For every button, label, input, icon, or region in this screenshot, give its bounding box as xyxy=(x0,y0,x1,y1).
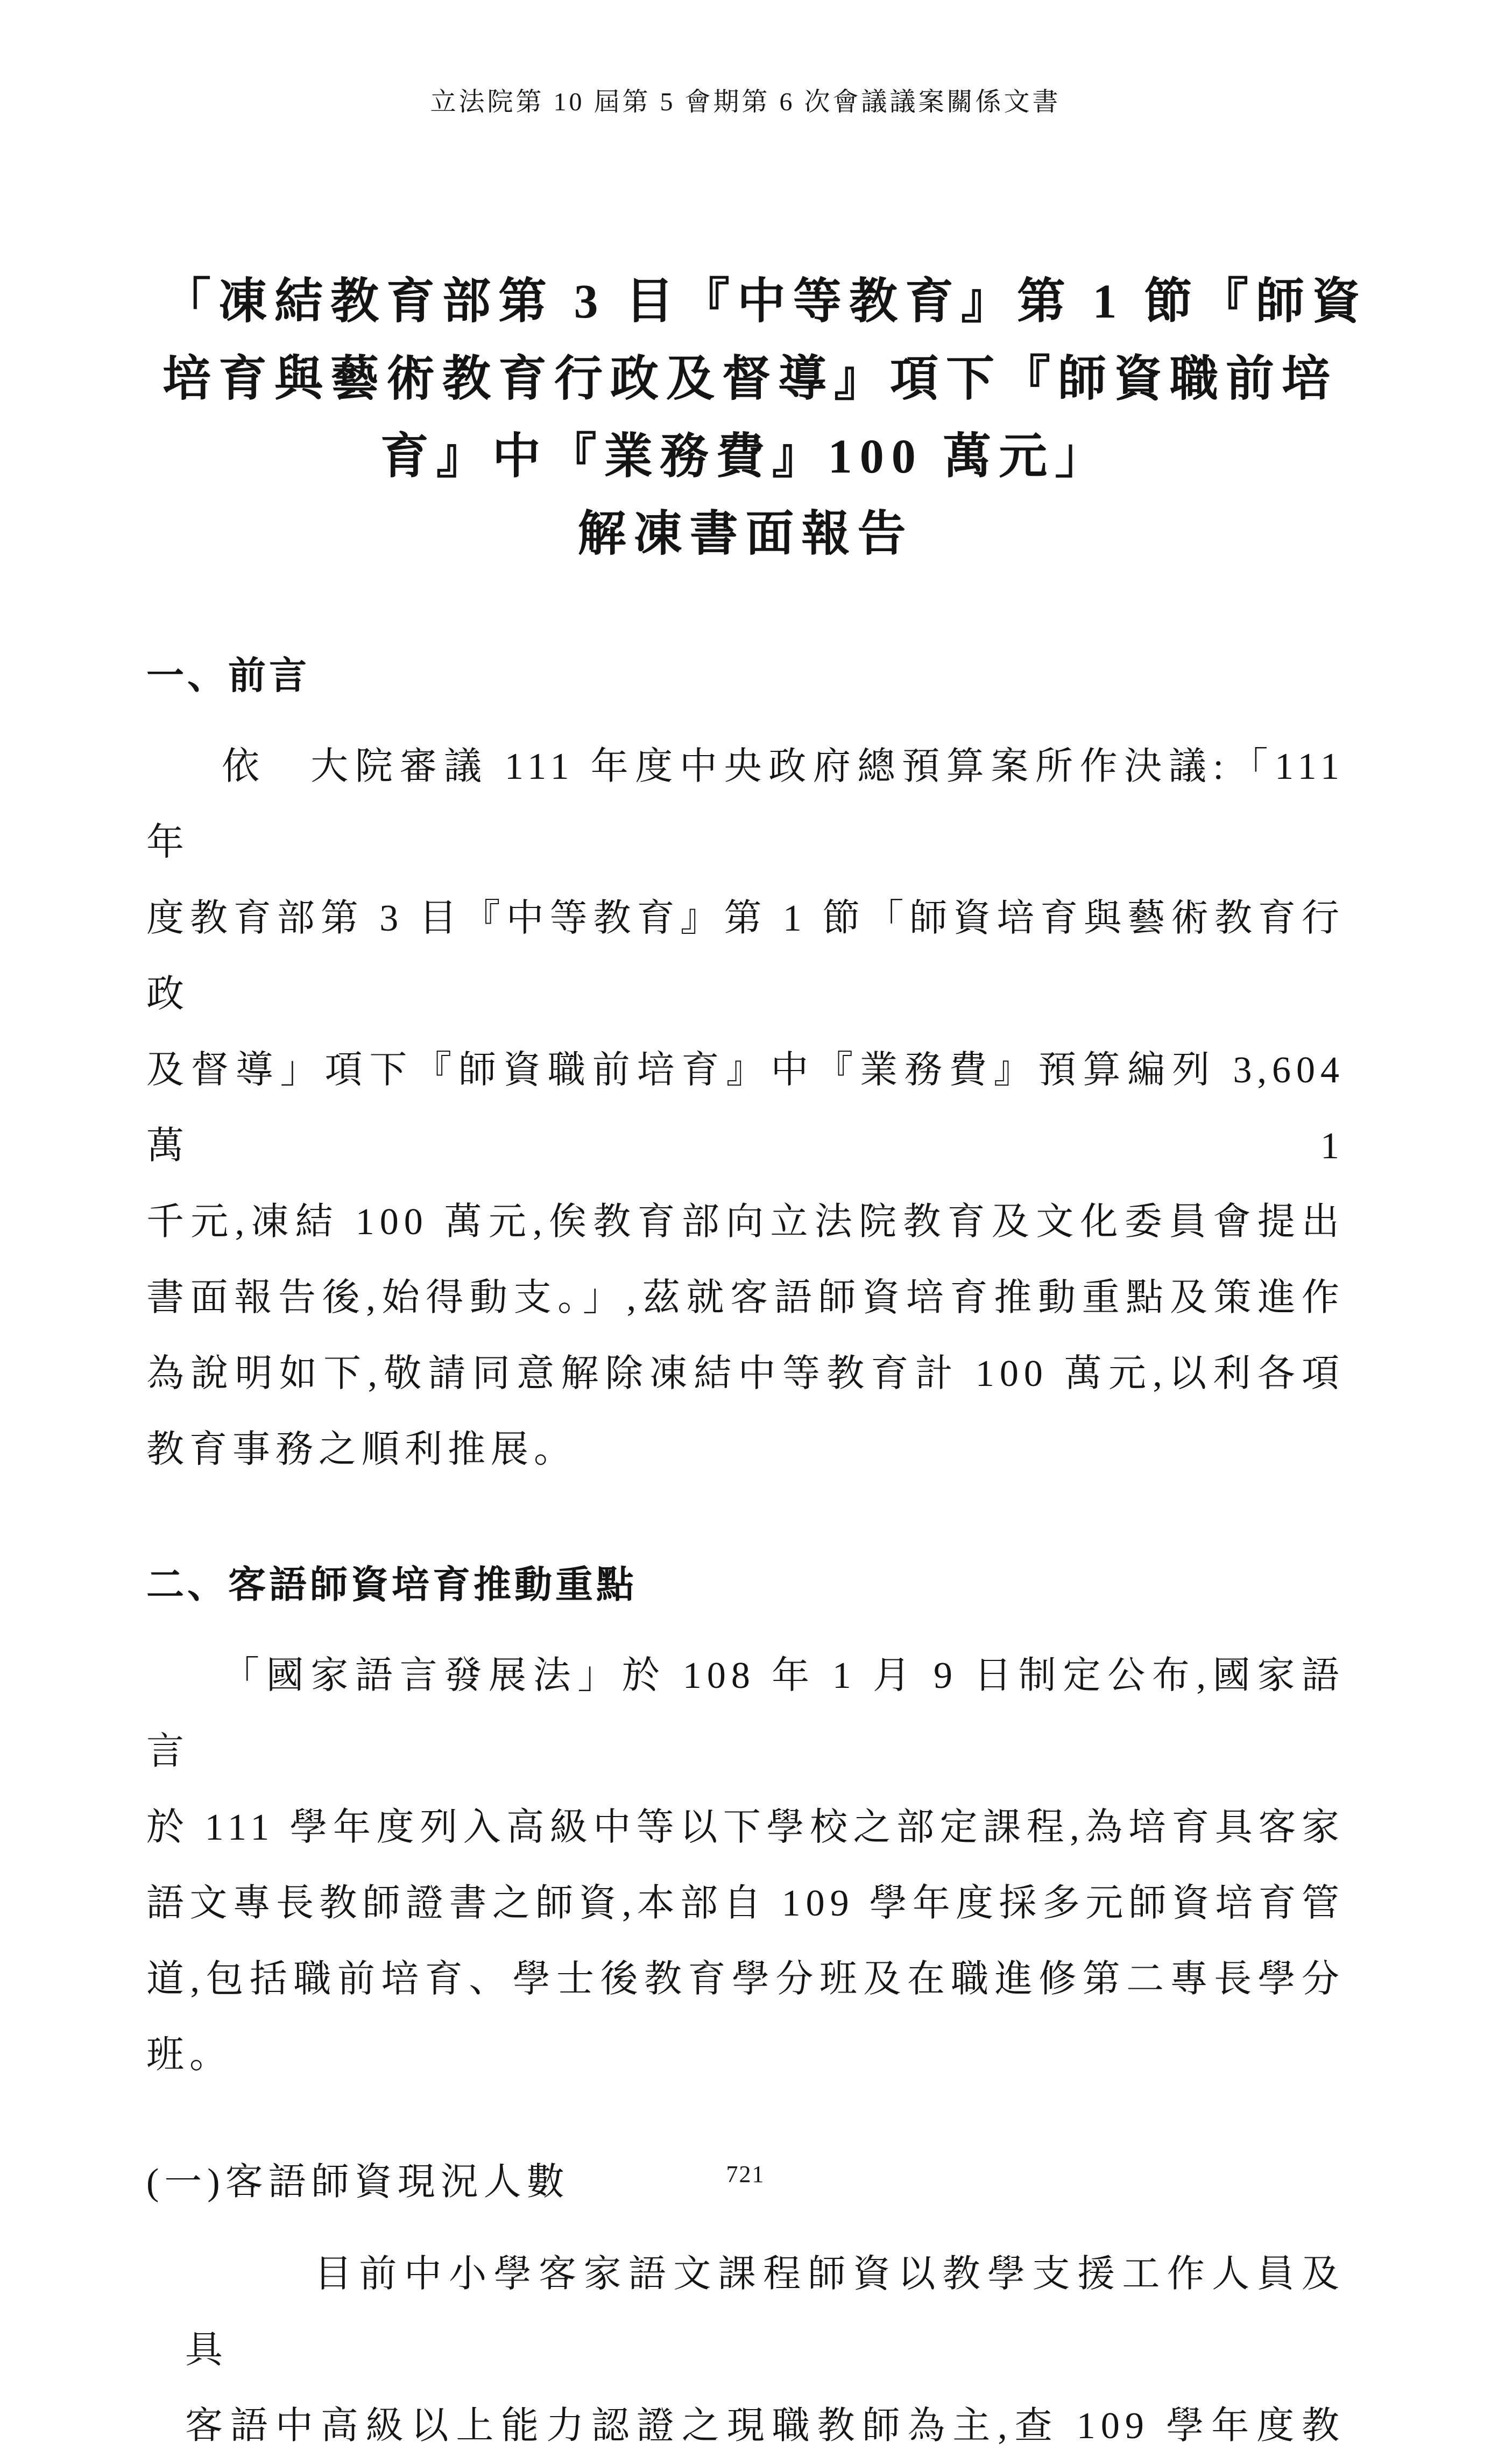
text-line: 「國家語言發展法」於 108 年 1 月 9 日制定公布,國家語言 xyxy=(146,1655,1345,1772)
section-preface-heading: 一、前言 xyxy=(146,656,310,697)
section-key-points-paragraph xyxy=(146,1638,1345,2093)
text-line: 依 大院審議 111 年度中央政府總預算案所作決議:「111 年 xyxy=(146,746,1345,863)
text-line: 道,包括職前培育、學士後教育學分班及在職進修第二專長學分 xyxy=(146,1959,1345,2000)
text-line: 度教育部第 3 目『中等教育』第 1 節「師資培育與藝術教育行政 xyxy=(146,898,1345,1015)
text-line: 班。 xyxy=(146,2034,232,2076)
title-line: 育』中『業務費』100 萬元」 xyxy=(380,430,1111,483)
subsection-current-staff-paragraph xyxy=(146,2236,1345,2464)
title-line: 培育與藝術教育行政及督導』項下『師資職前培 xyxy=(162,353,1338,406)
section-preface-paragraph xyxy=(146,729,1345,1488)
text-line: 千元,凍結 100 萬元,俟教育部向立法院教育及文化委員會提出 xyxy=(146,1201,1345,1243)
text-line: 目前中小學客家語文課程師資以教學支援工作人員及具 xyxy=(185,2254,1345,2371)
page-number: 721 xyxy=(726,2161,765,2187)
section-preface xyxy=(146,654,1345,1488)
document-header: 立法院第 10 屆第 5 會期第 6 次會議議案關係文書 xyxy=(430,88,1061,116)
section-key-points xyxy=(146,1563,1345,2464)
text-line: 客語中高級以上能力認證之現職教師為主,查 109 學年度教 xyxy=(185,2405,1345,2447)
text-line: 教育事務之順利推展。 xyxy=(146,1429,577,1470)
text-line: 及督導」項下『師資職前培育』中『業務費』預算編列 3,604 萬 1 xyxy=(146,1050,1345,1167)
title-line: 「凍結教育部第 3 目『中等教育』第 1 節『師資 xyxy=(162,275,1368,328)
text-line: 書面報告後,始得動支。」,茲就客語師資培育推動重點及策進作 xyxy=(146,1277,1345,1319)
title-line: 解凍書面報告 xyxy=(577,508,914,561)
section-key-points-heading: 二、客語師資培育推動重點 xyxy=(146,1565,637,1606)
subsection-current-staff-heading: (一)客語師資現況人數 xyxy=(146,2162,570,2203)
text-line: 於 111 學年度列入高級中等以下學校之部定課程,為培育具客家 xyxy=(146,1807,1345,1848)
text-line: 為說明如下,敬請同意解除凍結中等教育計 100 萬元,以利各項 xyxy=(146,1353,1345,1395)
document-title xyxy=(162,263,1368,573)
text-line: 語文專長教師證書之師資,本部自 109 學年度採多元師資培育管 xyxy=(146,1883,1345,1924)
